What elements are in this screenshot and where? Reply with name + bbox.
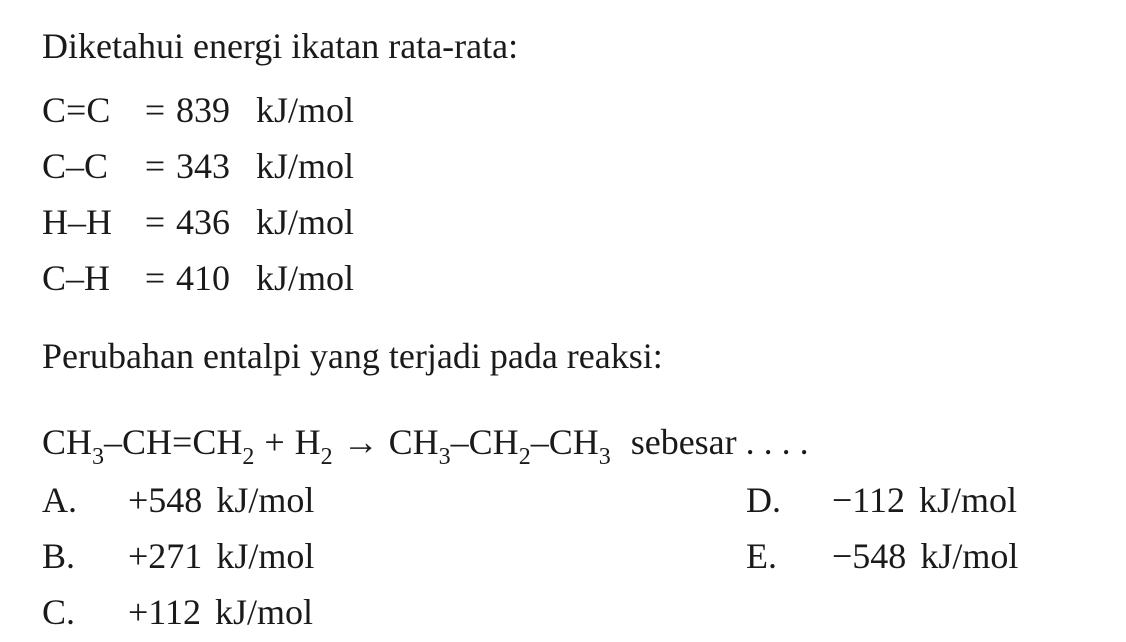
option-a[interactable] [42, 482, 314, 518]
equals-sign: = [144, 146, 166, 186]
option-e[interactable] [746, 538, 1018, 574]
bond-name: H–H [42, 202, 112, 242]
equals-sign: = [144, 202, 166, 242]
bond-row [42, 260, 354, 296]
option-unit: kJ/mol [918, 480, 1017, 520]
plus-sign: + [264, 422, 285, 462]
reactant-2: $H_2$ [294, 422, 333, 470]
arrow-icon: → [342, 422, 379, 462]
option-value: −112 [832, 480, 905, 520]
question-text: Perubahan entalpi yang terjadi pada reaksi: [42, 336, 663, 376]
option-unit: kJ/mol [216, 536, 315, 576]
bond-row [42, 148, 354, 184]
bond-value: 839 [176, 90, 230, 130]
option-letter: D. [746, 480, 781, 520]
option-letter: E. [746, 536, 777, 576]
bond-name: C–C [42, 146, 109, 186]
bond-name: C–H [42, 258, 111, 298]
option-unit: kJ/mol [214, 592, 313, 632]
option-value: +271 [128, 536, 203, 576]
option-value: +112 [128, 592, 201, 632]
bond-unit: kJ/mol [256, 146, 355, 186]
option-unit: kJ/mol [920, 536, 1019, 576]
equals-sign: = [144, 258, 166, 298]
option-value: +548 [128, 480, 203, 520]
bond-unit: kJ/mol [256, 90, 355, 130]
intro-text: Diketahui energi ikatan rata-rata: [42, 26, 519, 66]
option-letter: A. [42, 480, 77, 520]
question-tail: sebesar . . . . [630, 422, 809, 462]
reactant-1: $CH_3-CH=CH_2$ [42, 422, 255, 470]
bond-unit: kJ/mol [256, 202, 355, 242]
option-letter: C. [42, 592, 76, 632]
bond-value: 436 [176, 202, 230, 242]
bond-value: 410 [176, 258, 230, 298]
bond-value: 343 [176, 146, 230, 186]
option-d[interactable] [746, 482, 1017, 518]
option-c[interactable] [42, 594, 313, 630]
option-b[interactable] [42, 538, 314, 574]
reaction-equation [42, 422, 809, 470]
equals-sign: = [144, 90, 166, 130]
bond-row [42, 92, 354, 128]
option-value: −548 [832, 536, 907, 576]
bond-row [42, 204, 354, 240]
bond-name: C=C [42, 90, 111, 130]
bond-unit: kJ/mol [256, 258, 355, 298]
option-letter: B. [42, 536, 76, 576]
product: $CH_3-CH_2-CH_3$ [388, 422, 611, 470]
option-unit: kJ/mol [216, 480, 315, 520]
